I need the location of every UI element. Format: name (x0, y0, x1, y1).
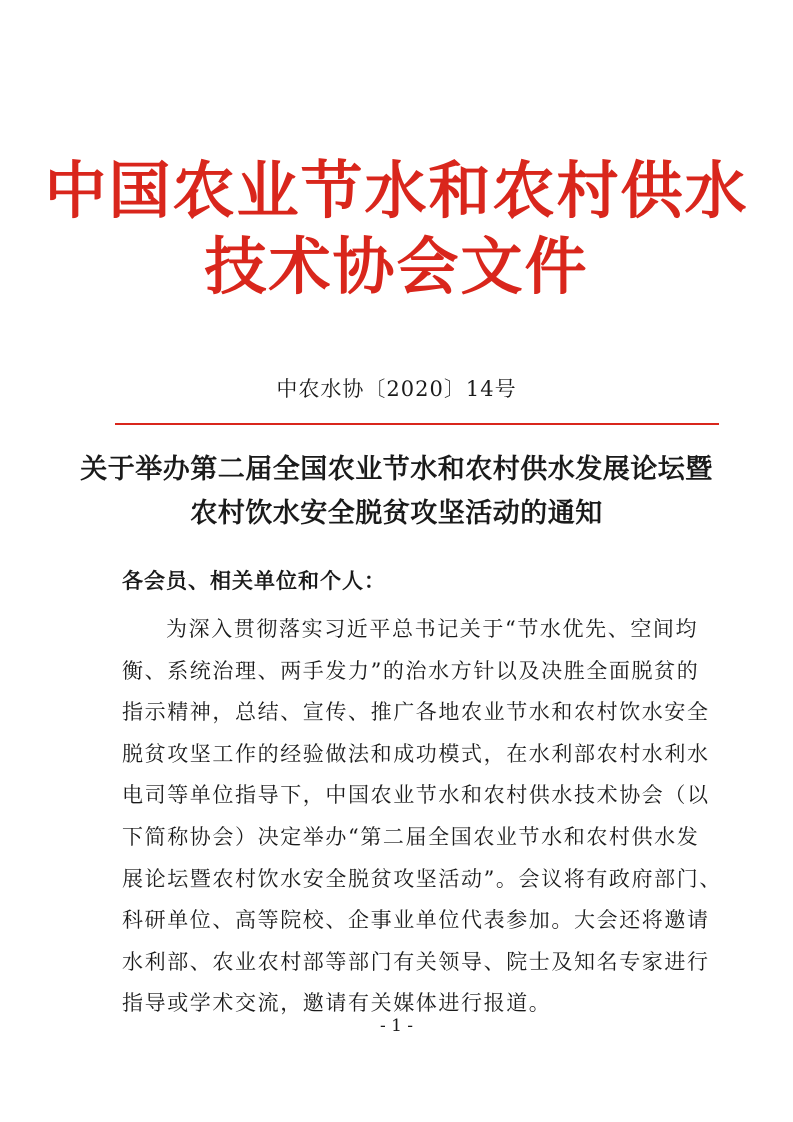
notice-title-line-1: 关于举办第二届全国农业节水和农村供水发展论坛暨 (80, 454, 713, 485)
document-number: 中农水协〔2020〕14号 (276, 377, 517, 401)
body-line: 为深入贯彻落实习近平总书记关于“节水优先、空间均 (166, 617, 699, 641)
page-number: - 1 - (379, 1016, 414, 1036)
body-line: 脱贫攻坚工作的经验做法和成功模式，在水利部农村水利水 (122, 741, 710, 766)
body-line: 指示精神，总结、宣传、推广各地农业节水和农村饮水安全 (122, 700, 710, 725)
body-paragraph (122, 609, 722, 1025)
body-line: 科研单位、高等院校、企事业单位代表参加。大会还将邀请 (122, 908, 710, 933)
issuer-title-line-2: 技术协会文件 (204, 230, 589, 303)
body-line: 展论坛暨农村饮水安全脱贫攻坚活动”。会议将有政府部门、 (122, 866, 722, 891)
red-divider-line (115, 423, 719, 425)
body-line: 衡、系统治理、两手发力”的治水方针以及决胜全面脱贫的 (122, 658, 700, 683)
body-line: 电司等单位指导下，中国农业节水和农村供水技术协会（以 (122, 783, 710, 808)
body-line: 水利部、农业农村部等部门有关领导、院士及知名专家进行 (122, 949, 710, 974)
salutation: 各会员、相关单位和个人： (122, 569, 386, 593)
body-line: 下简称协会）决定举办“第二届全国农业节水和农村供水发 (122, 824, 700, 849)
body-line: 指导或学术交流，邀请有关媒体进行报道。 (122, 991, 552, 1016)
issuer-title-line-1: 中国农业节水和农村供水 (44, 154, 749, 227)
notice-title-line-2: 农村饮水安全脱贫攻坚活动的通知 (190, 498, 603, 529)
